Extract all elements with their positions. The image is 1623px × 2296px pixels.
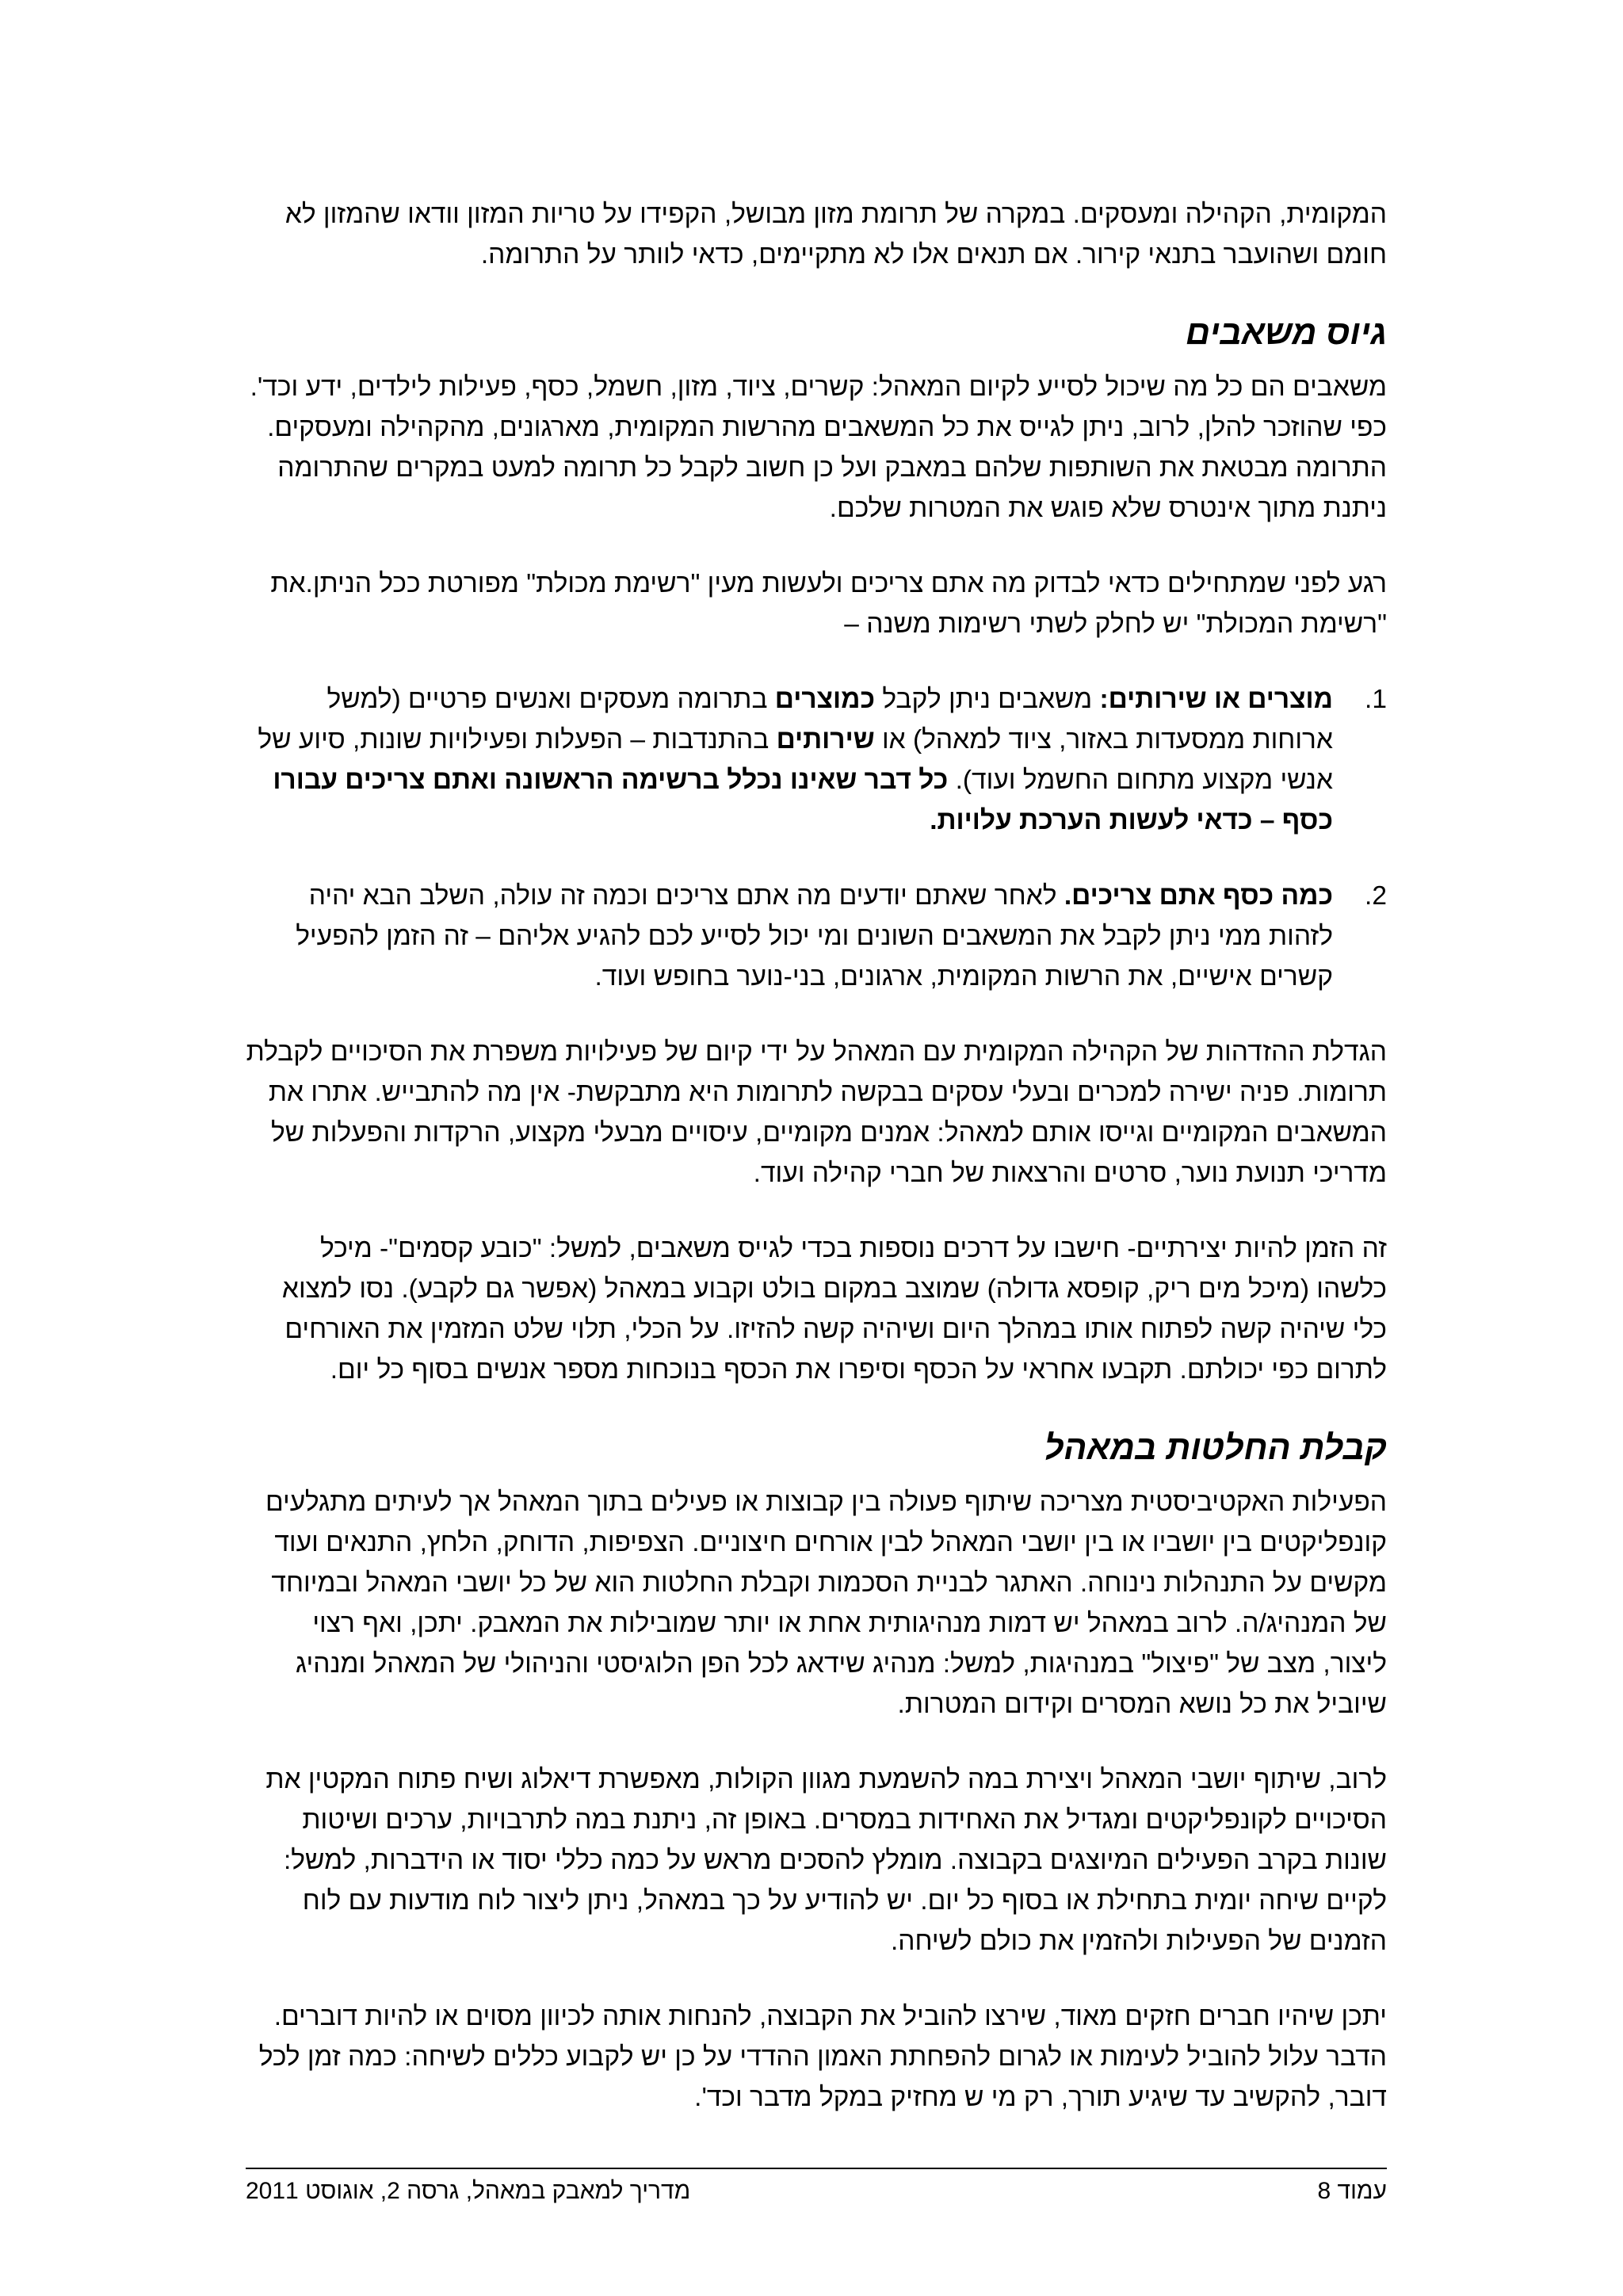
list-item-emphasis: כל דבר שאינו נכלל ברשימה הראשונה ואתם צריכים עבורו כסף – כדאי לעשות הערכת עלויות. — [273, 766, 1333, 835]
list-item-emphasis: שירותים — [776, 725, 875, 755]
resources-paragraph-3: הגדלת ההזדהות של הקהילה המקומית עם המאהל על ידי קיום של פעילויות משפרת את הסיכויים לקבלת תרומות. פניה ישירה למכרים ובעלי עסקים בבקשה לתרומות היא מתבקשת- אין מה להתבייש. אתרו את המשאבים המקומיים וגייסו אותם למאהל: אמנים מקומיים, עיסויים מבעלי מקצוע, הרקדות והפעלות של מדריכי תנועת נוער, סרטים והרצאות של חברי קהילה ועוד. — [246, 1037, 1387, 1188]
document-title: מדריך למאבק במאהל, גרסה 2, אוגוסט 2011 — [246, 2178, 691, 2204]
list-item-segment: משאבים ניתן לקבל — [875, 685, 1100, 714]
list-item-title: כמה כסף אתם צריכים. — [1064, 881, 1333, 911]
document-body — [246, 194, 1387, 2153]
list-item-segment: בהתנדבות – הפעלות ופעילויות שונות, סיוע של אנשי מקצוע מתחום החשמל ועוד). — [258, 725, 1333, 795]
list-item-title: מוצרים או שירותים: — [1099, 685, 1333, 714]
list-number: 2. — [1365, 881, 1387, 911]
page-footer — [246, 2168, 1387, 2207]
decisions-paragraph-2: לרוב, שיתוף יושבי המאהל ויצירת במה להשמעת מגוון הקולות, מאפשרת דיאלוג ושיח פתוח המקטין את הסיכויים לקונפליקטים ומגדיל את האחידות במסרים. באופן זה, ניתנת במה לתרבויות, ערכים ושיטות שונות בקרב הפעילים המיוצגים בקבוצה. מומלץ להסכים מראש על כמה כללי יסוד או הידברות, למשל: לקיים שיחה יומית בתחילת או בסוף כל יום. יש להודיע על כך במאהל, ניתן ליצור לוח מודעות עם לוח הזמנים של הפעילות ולהזמין את כולם לשיחה. — [265, 1765, 1387, 1956]
resources-paragraph-4: זה הזמן להיות יצירתיים- חישבו על דרכים נוספות בכדי לגייס משאבים, למשל: "כובע קסמים"- מיכל כלשהו (מיכל מים ריק, קופסא גדולה) שמוצב במקום בולט וקבוע במאהל (אפשר גם לקבע). נסו למצוא כלי שיהיה קשה לפתוח אותו במהלך היום ושיהיה קשה להזיזו. על הכלי, תלוי שלט המזמין את האורחים לתרום כפי יכולתם. תקבעו אחראי על הכסף וסיפרו את הכסף בנוכחות מספר אנשים בסוף כל יום. — [281, 1234, 1387, 1385]
list-number: 1. — [1365, 685, 1387, 714]
section-heading-decisions: קבלת החלטות במאהל — [1044, 1429, 1387, 1467]
decisions-paragraph-1: הפעילות האקטיביסטית מצריכה שיתוף פעולה בין קבוצות או פעילים בתוך המאהל אך לעיתים מתגלעים קונפליקטים בין יושביו או בין יושבי המאהל לבין אורחים חיצוניים. הצפיפות, הדוחק, הלחץ, התנאים ועוד מקשים על התנהלות נינוחה. האתגר לבניית הסכמות וקבלת החלטות הוא של כל יושבי המאהל ובמיוחד של המנהיג/ה. לרוב במאהל יש דמות מנהיגותית אחת או יותר שמובילות את המאבק. יתכן, ואף רצוי ליצור, מצב של "פיצול" במנהיגות, למשל: מנהיג שידאג לכל הפן הלוגיסטי והניהולי של המאהל ומנהיג שיוביל את כל נושא המסרים וקידום המטרות. — [265, 1488, 1387, 1719]
resources-paragraph-1: משאבים הם כל מה שיכול לסייע לקיום המאהל: קשרים, ציוד, מזון, חשמל, כסף, פעילות לילדים, ידע וכד'. כפי שהוזכר להלן, לרוב, ניתן לגייס את כל המשאבים מהרשות המקומית, מארגונים, מהקהילה ומעסקים. התרומה מבטאת את השותפות שלהם במאבק ועל כן חשוב לקבל כל תרומה למעט במקרים שהתרומה ניתנת מתוך אינטרס שלא פוגש את המטרות שלכם. — [250, 372, 1387, 523]
list-item-emphasis: כמוצרים — [774, 685, 876, 714]
resources-paragraph-2: רגע לפני שמתחילים כדאי לבדוק מה אתם צריכים ולעשות מעין "רשימת מכולת" מפורטת ככל הניתן.את "רשימת המכולת" יש לחלק לשתי רשימות משנה – — [270, 569, 1387, 639]
list-item — [246, 679, 1387, 841]
document-page — [246, 0, 1387, 2296]
list-item-text — [296, 881, 1333, 991]
list-item-segment: בתרומה מעסקים ואנשים פרטיים (למשל ארוחות ממסעדות באזור, ציוד למאהל) או — [327, 685, 1333, 755]
section-heading-resources: גיוס משאבים — [1186, 314, 1387, 352]
decisions-paragraph-3: יתכן שיהיו חברים חזקים מאוד, שירצו להוביל את הקבוצה, להנחות אותה לכיוון מסוים או להיות דוברים. הדבר עלול להוביל לעימות או לגרום להפחתת האמון ההדדי על כן יש לקבוע כללים לשיחה: כמה זמן לכל דובר, להקשיב עד שיגיע תורך, רק מי ש מחזיק במקל מדבר וכד'. — [258, 2002, 1387, 2112]
page-number: עמוד 8 — [1317, 2178, 1387, 2204]
list-item-text — [258, 685, 1333, 835]
intro-paragraph: המקומית, הקהילה ומעסקים. במקרה של תרומת מזון מבושל, הקפידו על טריות המזון וודאו שהמזון לא חומם ושהועבר בתנאי קירור. אם תנאים אלו לא מתקיימים, כדאי לוותר על התרומה. — [285, 200, 1387, 269]
resources-list — [246, 679, 1387, 997]
list-item-segment: לאחר שאתם יודעים מה אתם צריכים וכמה זה עולה, השלב הבא יהיה לזהות ממי ניתן לקבל את המשאבים השונים ומי יכול לסייע לכם להגיע אליהם – זה הזמן להפעיל קשרים אישיים, את הרשות המקומית, ארגונים, בני-נוער בחופש ועוד. — [296, 881, 1333, 991]
list-item — [246, 876, 1387, 997]
